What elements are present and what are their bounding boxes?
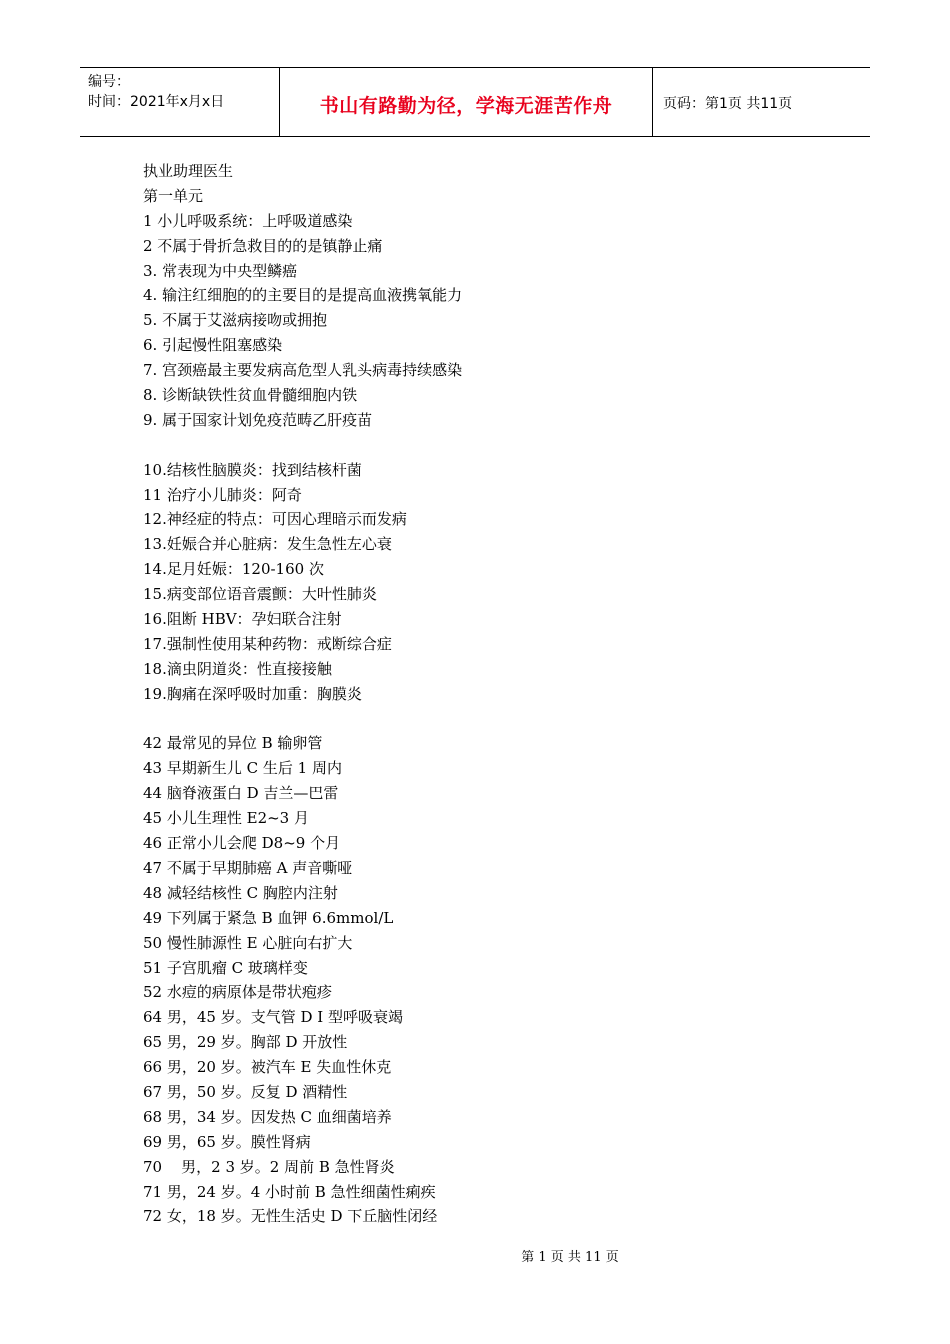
- text-line: 13.妊娠合并心脏病：发生急性左心衰: [143, 535, 392, 554]
- text-line: 47 不属于早期肺癌 A 声音嘶哑: [143, 858, 353, 877]
- text-line: 71 男，24 岁。4 小时前 B 急性细菌性痢疾: [143, 1182, 436, 1201]
- motto-text: 书山有路勤为径，学海无涯苦作舟: [319, 94, 613, 117]
- text-line: 14.足月妊娠：120-160 次: [143, 560, 324, 579]
- blank-line: [143, 707, 843, 732]
- text-line: 5. 不属于艾滋病接吻或拥抱: [143, 311, 328, 330]
- text-line: 3. 常表现为中央型鳞癌: [143, 261, 298, 280]
- text-line: 44 脑脊液蛋白 D 吉兰—巴雷: [143, 784, 339, 803]
- text-line: 48 减轻结核性 C 胸腔内注射: [143, 883, 338, 902]
- footer-page-number: 第 1 页 共 11 页: [521, 1250, 619, 1265]
- text-line: 6. 引起慢性阻塞感染: [143, 336, 283, 355]
- document-header: [80, 67, 870, 137]
- page-info: 页码：第1页 共11页: [663, 96, 793, 112]
- text-line: 72 女，18 岁。无性生活史 D 下丘脑性闭经: [143, 1207, 438, 1226]
- text-line: 10.结核性脑膜炎：找到结核杆菌: [143, 460, 362, 479]
- text-line: 4. 输注红细胞的的主要目的是提高血液携氧能力: [143, 286, 463, 305]
- text-line: 68 男，34 岁。因发热 C 血细菌培养: [143, 1107, 392, 1126]
- text-line: 16.阻断 HBV：孕妇联合注射: [143, 610, 342, 629]
- text-line: 7. 宫颈癌最主要发病高危型人乳头病毒持续感染: [143, 361, 463, 380]
- time-label: 时间：2021年x月x日: [88, 94, 225, 110]
- text-line: 70 男，2 3 岁。2 周前 B 急性肾炎: [143, 1157, 395, 1176]
- text-line: 69 男，65 岁。膜性肾病: [143, 1132, 311, 1151]
- header-page-cell: [653, 68, 870, 136]
- page-footer: [0, 1246, 950, 1265]
- text-line: 9. 属于国家计划免疫范畴乙肝疫苗: [143, 410, 373, 429]
- document-body: [143, 159, 843, 1229]
- text-line: 45 小儿生理性 E2~3 月: [143, 809, 309, 828]
- text-line: 19.胸痛在深呼吸时加重：胸膜炎: [143, 684, 362, 703]
- text-line: 65 男，29 岁。胸部 D 开放性: [143, 1033, 348, 1052]
- text-line: 42 最常见的异位 B 输卵管: [143, 734, 323, 753]
- text-line: 执业助理医生: [143, 162, 234, 180]
- text-line: 50 慢性肺源性 E 心脏向右扩大: [143, 933, 353, 952]
- text-line: 66 男，20 岁。被汽车 E 失血性休克: [143, 1058, 392, 1077]
- text-line: 8. 诊断缺铁性贫血骨髓细胞内铁: [143, 386, 358, 405]
- text-line: 18.滴虫阴道炎：性直接接触: [143, 659, 332, 678]
- header-meta: [80, 68, 280, 136]
- text-line: 2 不属于骨折急救目的的是镇静止痛: [143, 236, 383, 255]
- blank-line: [143, 433, 843, 458]
- text-line: 52 水痘的病原体是带状疱疹: [143, 983, 332, 1002]
- text-line: 67 男，50 岁。反复 D 酒精性: [143, 1082, 348, 1101]
- text-line: 17.强制性使用某种药物：戒断综合症: [143, 634, 392, 653]
- text-line: 11 治疗小儿肺炎：阿奇: [143, 485, 302, 504]
- text-line: 49 下列属于紧急 B 血钾 6.6mmol/L: [143, 908, 394, 927]
- text-line: 15.病变部位语音震颤：大叶性肺炎: [143, 585, 377, 604]
- serial-label: 编号：: [88, 74, 130, 90]
- header-motto-cell: [280, 68, 653, 136]
- text-line: 51 子宫肌瘤 C 玻璃样变: [143, 958, 308, 977]
- text-line: 46 正常小儿会爬 D8~9 个月: [143, 834, 341, 853]
- text-line: 64 男，45 岁。支气管 D I 型呼吸衰竭: [143, 1008, 403, 1027]
- text-line: 12.神经症的特点：可因心理暗示而发病: [143, 510, 407, 529]
- text-line: 43 早期新生儿 C 生后 1 周内: [143, 759, 342, 778]
- text-line: 第一单元: [143, 186, 204, 205]
- text-line: 1 小儿呼吸系统：上呼吸道感染: [143, 211, 353, 230]
